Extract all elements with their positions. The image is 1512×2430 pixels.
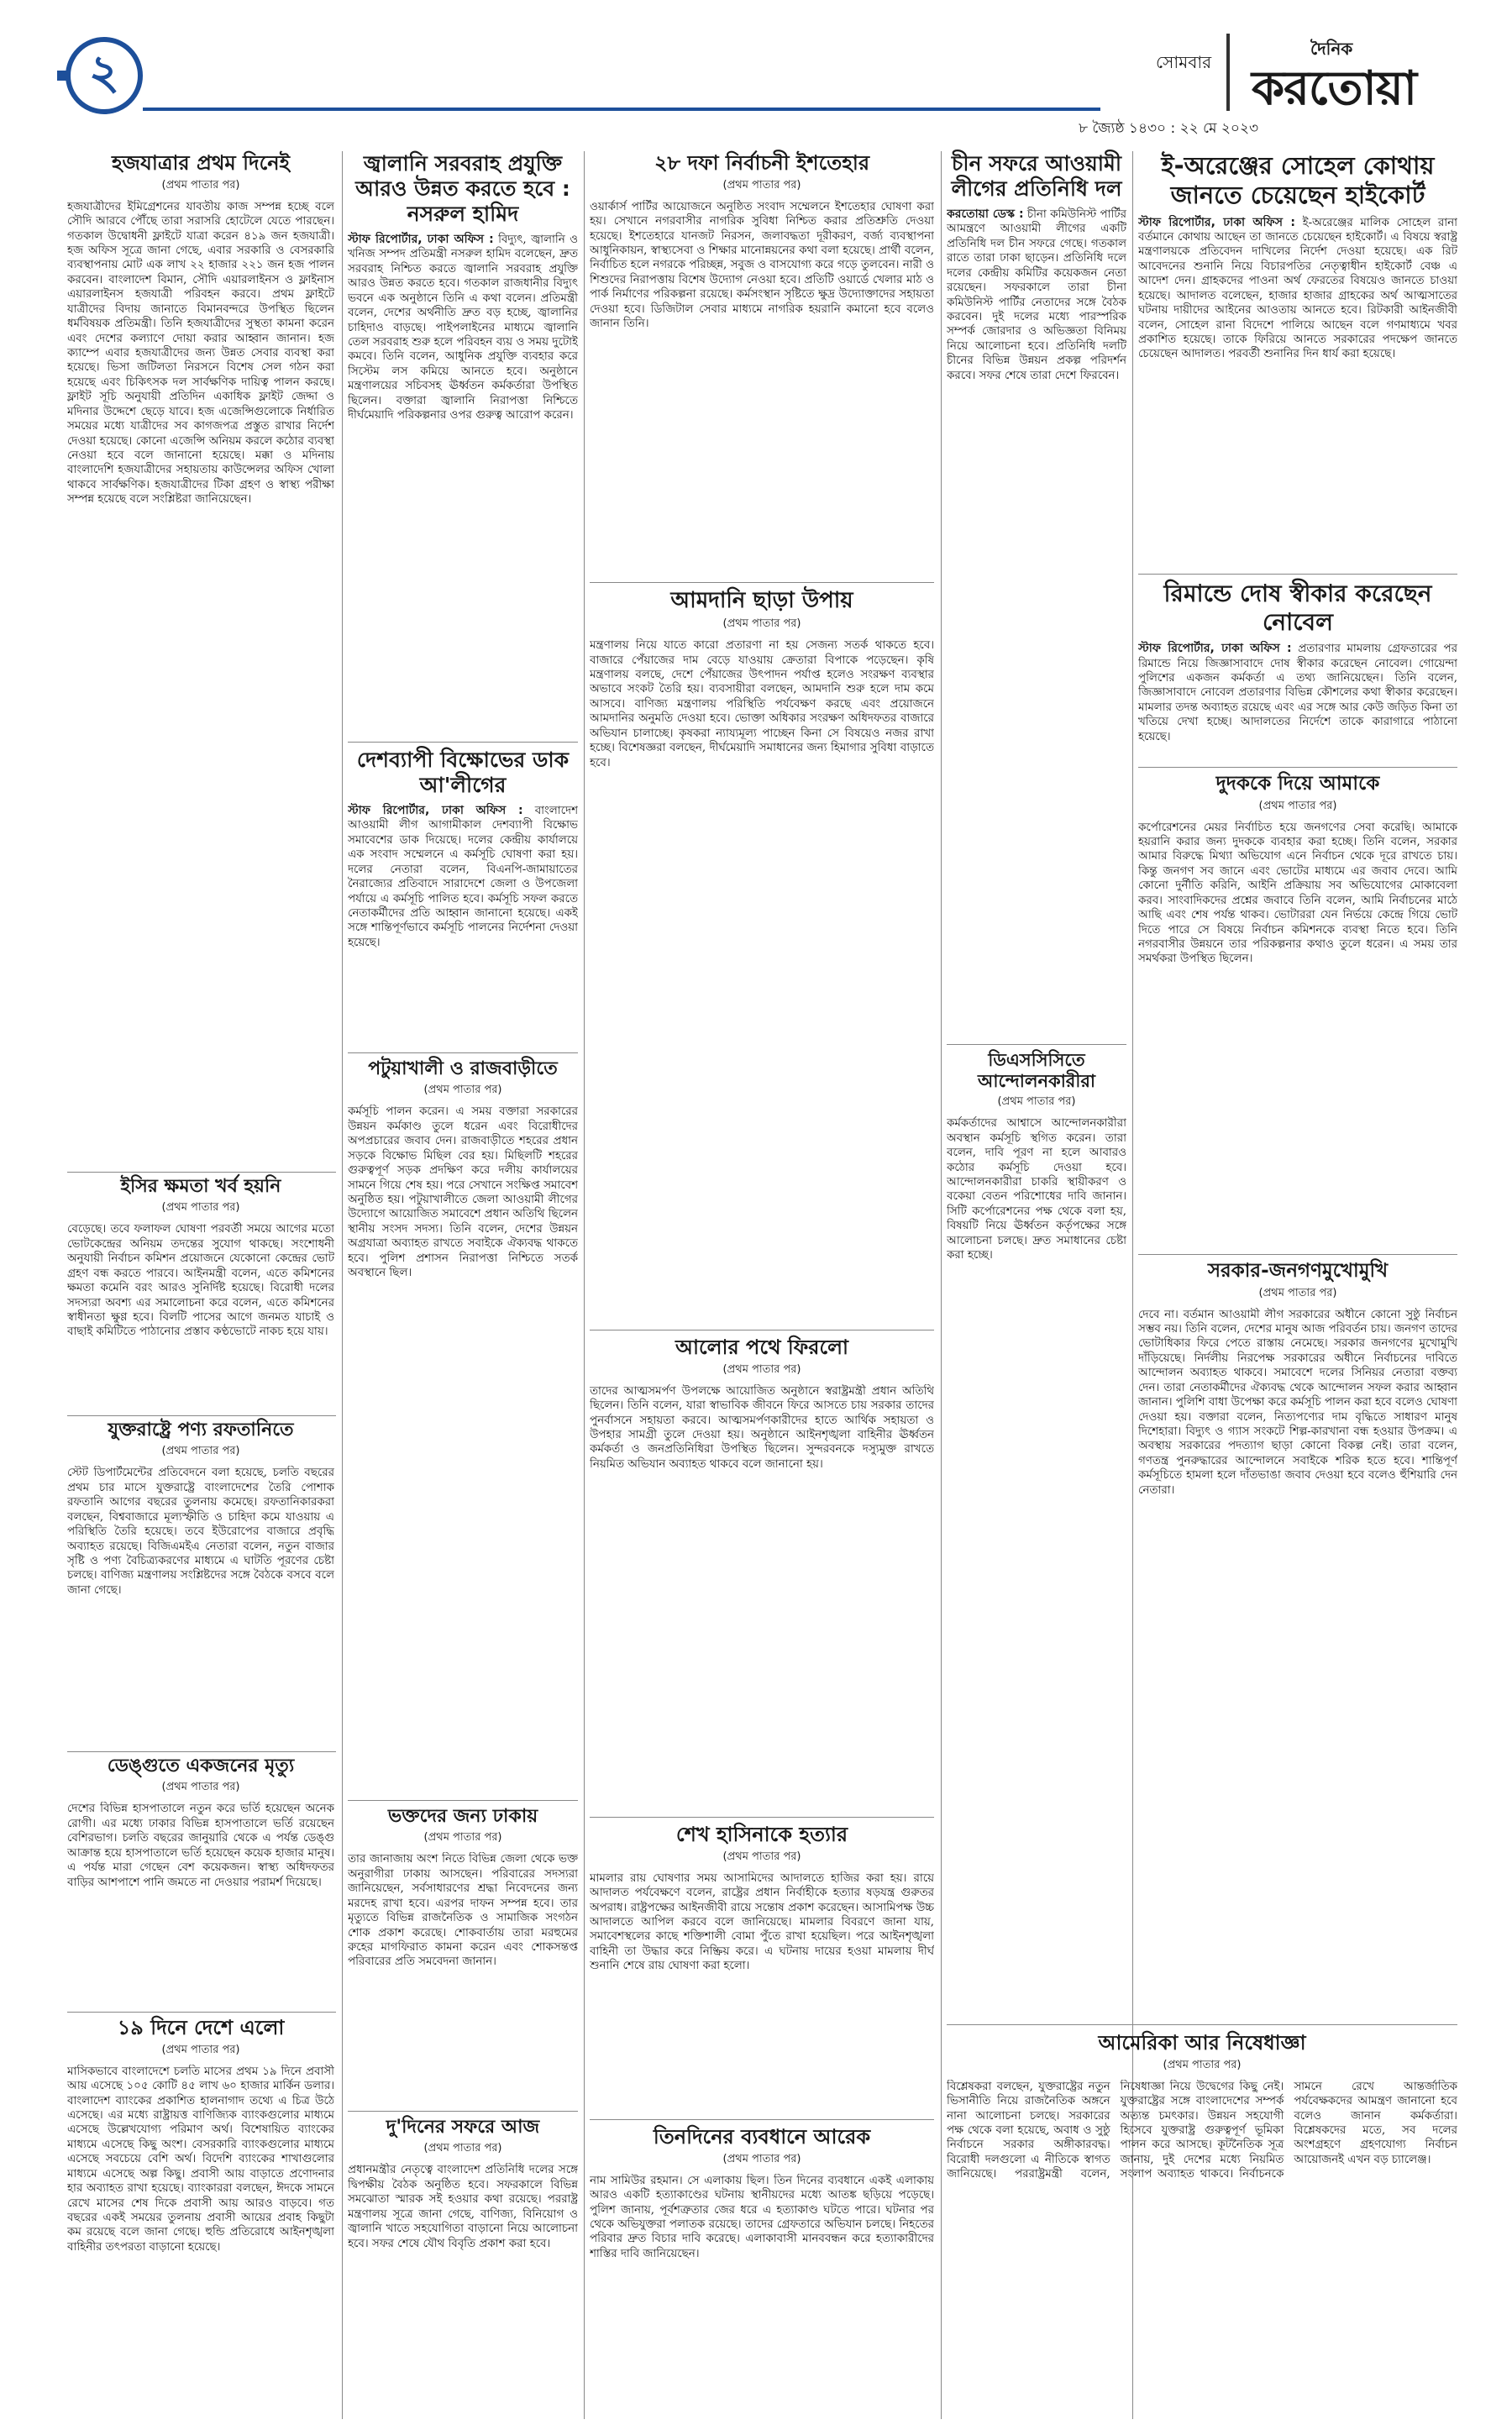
article-headline: ভক্তদের জন্য ঢাকায় — [387, 1806, 538, 1827]
section-rule — [348, 742, 578, 743]
article-body: বাংলাদেশ আওয়ামী লীগ আগামীকাল দেশব্যাপী বিক্ষোভ সমাবেশের ডাক দিয়েছে। দলের কেন্দ্রীয় কার্যালয়ে এক সংবাদ সম্মেলনে এ কর্মসূচি ঘোষণা করা হয়। দলের নেতারা বলেন, বিএনপি-জামায়াতের নৈরাজ্যের প্রতিবাদে সারাদেশে জেলা ও উপজেলা পর্যায়ে এ কর্মসূচি পালিত হবে। কর্মসূচি সফল করতে নেতাকর্মীদের প্রতি আহ্বান জানানো হয়েছে। একই সঙ্গে শান্তিপূর্ণভাবে কর্মসূচি পালনের নির্দেশনা দেওয়া হয়েছে। — [348, 805, 578, 949]
article-body: ওয়ার্কার্স পার্টির আয়োজনে অনুষ্ঠিত সংবাদ সম্মেলনে ইশতেহার ঘোষণা করা হয়। সেখানে নগরবাসীর নাগরিক সুবিধা নিশ্চিত করার প্রতিশ্রুতি দেওয়া হয়েছে। ইশতেহারে যানজট নিরসন, জলাবদ্ধতা দূরীকরণ, বর্জ্য ব্যবস্থাপনা আধুনিকায়ন, স্বাস্থ্যসেবা ও শিক্ষার মানোন্নয়নের কথা বলা হয়েছে। প্রার্থী বলেন, নির্বাচিত হলে নগরকে পরিচ্ছন্ন, সবুজ ও বাসযোগ্য করে গড়ে তুলবেন। নারী ও শিশুদের নিরাপত্তায় বিশেষ উদ্যোগ নেওয়া হবে। প্রতিটি ওয়ার্ডে খেলার মাঠ ও পার্ক নির্মাণের পরিকল্পনা রয়েছে। কর্মসংস্থান সৃষ্টিতে ক্ষুদ্র উদ্যোক্তাদের সহায়তা দেওয়া হবে। ডিজিটাল সেবার মাধ্যমে নাগরিক হয়রানি কমানো হবে বলেও জানান তিনি। — [590, 200, 934, 331]
article-americar — [947, 2031, 1457, 2416]
section-rule — [947, 2024, 1457, 2025]
article-body: হজযাত্রীদের ইমিগ্রেশনের যাবতীয় কাজ সম্পন্ন হচ্ছে বলে সৌদি আরবে পৌঁছে তারা সরাসরি হোটেলে যেতে পারছেন। গতকাল উদ্বোধনী ফ্লাইটে যাত্রা করেন ৪১৯ জন হজযাত্রী। হজ অফিস সূত্রে জানা গেছে, এবার সরকারি ও বেসরকারি ব্যবস্থাপনায় মোট এক লাখ ২২ হাজার ২২১ জন হজ পালন করবেন। বাংলাদেশ বিমান, সৌদি এয়ারলাইনস ও ফ্লাইনাস এয়ারলাইনস হজযাত্রী পরিবহন করবে। প্রথম ফ্লাইটে যাত্রীদের বিদায় জানাতে বিমানবন্দরে উপস্থিত ছিলেন ধর্মবিষয়ক প্রতিমন্ত্রী। তিনি হজযাত্রীদের সুস্থতা কামনা করেন এবং দেশের কল্যাণে দোয়া করার আহ্বান জানান। হজ ক্যাম্পে এবার হজযাত্রীদের জন্য উন্নত সেবার ব্যবস্থা করা হয়েছে। ভিসা জটিলতা নিরসনে বিশেষ সেল গঠন করা হয়েছে এবং চিকিৎসক দল সার্বক্ষণিক দায়িত্ব পালন করছে। ফ্লাইট সূচি অনুযায়ী প্রতিদিন একাধিক ফ্লাইট জেদ্দা ও মদিনার উদ্দেশে ছেড়ে যাবে। হজ এজেন্সিগুলোকে নির্ধারিত সময়ের মধ্যে যাত্রীদের সব কাগজপত্র প্রস্তুত রাখার নির্দেশ দেওয়া হয়েছে। কোনো এজেন্সি অনিয়ম করলে কঠোর ব্যবস্থা নেওয়া হবে বলে জানানো হয়েছে। মক্কা ও মদিনায় বাংলাদেশি হজযাত্রীদের সহায়তায় কাউন্সেলর অফিস খোলা থাকবে সার্বক্ষণিক। হজযাত্রীদের টিকা গ্রহণ ও স্বাস্থ্য পরীক্ষা সম্পন্ন হয়েছে বলে সংশ্লিষ্টরা জানিয়েছেন। — [67, 200, 334, 506]
article-headline: আমেরিকা আর নিষেধাজ্ঞা — [1098, 2031, 1306, 2055]
continuation-note: (প্রথম পাতার পর) — [423, 1084, 502, 1097]
article-remit — [67, 2016, 334, 2401]
article-body: ই-অরেঞ্জের মালিক সোহেল রানা বর্তমানে কোথায় আছেন তা জানতে চেয়েছেন হাইকোর্ট। এ বিষয়ে স্বরাষ্ট্র মন্ত্রণালয়কে প্রতিবেদন দাখিলের নির্দেশ দেওয়া হয়েছে। এক রিট আবেদনের শুনানি নিয়ে বিচারপতির নেতৃত্বাধীন হাইকোর্ট বেঞ্চ এ আদেশ দেন। গ্রাহকদের পাওনা অর্থ ফেরতের বিষয়েও জানতে চাওয়া হয়েছে। আদালত বলেছেন, হাজার হাজার গ্রাহকের অর্থ আত্মসাতের ঘটনায় দায়ীদের আইনের আওতায় আনতে হবে। রিটকারী আইনজীবী বলেন, সোহেল রানা বিদেশে পালিয়ে আছেন বলে গণমাধ্যমে খবর প্রকাশিত হয়েছে। তাকে ফিরিয়ে আনতে সরকারের পদক্ষেপ জানতে চেয়েছেন আদালত। পরবর্তী শুনানির দিন ধার্য করা হয়েছে। — [1138, 216, 1457, 361]
article-body-wrap — [348, 232, 578, 702]
article-headline: চীন সফরে আওয়ামী লীগের প্রতিনিধি দল — [951, 151, 1122, 201]
article-body-wrap — [1138, 641, 1457, 792]
article-body: কর্পোরেশনের মেয়র নির্বাচিত হয়ে জনগণের সেবা করেছি। আমাকে হয়রানি করার জন্য দুদককে ব্যবহার করা হচ্ছে। তিনি বলেন, সরকার আমার বিরুদ্ধে মিথ্যা অভিযোগ এনে নির্বাচন থেকে দূরে রাখতে চায়। কিন্তু জনগণ সব জানে এবং ভোটের মাধ্যমে এর জবাব দেবে। আমি কোনো দুর্নীতি করিনি, আইনি প্রক্রিয়ায় সব অভিযোগের মোকাবেলা করব। সাংবাদিকদের প্রশ্নের জবাবে তিনি বলেন, আমি নির্বাচনের মাঠে আছি এবং শেষ পর্যন্ত থাকব। ভোটাররা যেন নির্ভয়ে কেন্দ্রে গিয়ে ভোট দিতে পারে সে বিষয়ে নির্বাচন কমিশনকে ব্যবস্থা নিতে হবে। তিনি নগরবাসীর উন্নয়নে তার পরিকল্পনার কথাও তুলে ধরেন। এ সময় তার সমর্থকরা উপস্থিত ছিলেন। — [1138, 821, 1457, 966]
article-headline: ইসির ক্ষমতা খর্ব হয়নি — [120, 1176, 281, 1197]
article-headline: ই-অরেঞ্জের সোহেল কোথায় জানতে চেয়েছেন হাইকোর্ট — [1161, 151, 1435, 209]
article-body: মন্ত্রণালয় নিয়ে যাতে কারো প্রতারণা না হয় সেজন্য সতর্ক থাকতে হবে। বাজারে পেঁয়াজের দাম বেড়ে যাওয়ায় ক্রেতারা বিপাকে পড়েছেন। কৃষি মন্ত্রণালয় বলছে, দেশে পেঁয়াজের উৎপাদন পর্যাপ্ত হলেও সংরক্ষণ ব্যবস্থার অভাবে সংকট তৈরি হয়। ব্যবসায়ীরা বলছেন, আমদানি শুরু হলে দাম কমে আসবে। বাণিজ্য মন্ত্রণালয় পরিস্থিতি পর্যবেক্ষণ করছে এবং প্রয়োজনে আমদানির অনুমতি দেওয়া হবে। ভোক্তা অধিকার সংরক্ষণ অধিদফতর বাজারে অভিযান চালাচ্ছে। কৃষকরা ন্যায্যমূল্য পাচ্ছেন কিনা সে বিষয়েও নজর রাখা হচ্ছে। বিশেষজ্ঞরা বলছেন, দীর্ঘমেয়াদি সমাধানের জন্য হিমাগার সুবিধা বাড়াতে হবে। — [590, 639, 934, 769]
article-bhakta — [348, 1806, 578, 2104]
section-rule — [947, 1044, 1126, 1045]
article-body: প্রতারণার মামলায় গ্রেফতারের পর রিমান্ডে নিয়ে জিজ্ঞাসাবাদে দোষ স্বীকার করেছেন নোবেল। গোয়েন্দা পুলিশের একজন কর্মকর্তা এ তথ্য জানিয়েছেন। তিনি বলেন, জিজ্ঞাসাবাদে নোবেল প্রতারণার বিভিন্ন কৌশলের কথা স্বীকার করেছেন। মামলার তদন্ত অব্যাহত রয়েছে এবং এর সঙ্গে আর কেউ জড়িত কিনা তা খতিয়ে দেখা হচ্ছে। আদালতের নির্দেশে তাকে কারাগারে পাঠানো হয়েছে। — [1138, 643, 1457, 743]
column-rule — [584, 151, 585, 2419]
section-rule — [67, 1751, 336, 1752]
continuation-note: (প্রথম পাতার পর) — [161, 1781, 240, 1794]
header-rule — [143, 108, 1100, 111]
article-headline: ডিএসসিসিতে আন্দোলনকারীরা — [977, 1050, 1096, 1092]
article-usa-trade — [67, 1420, 334, 1743]
article-headline: দুদককে দিয়ে আমাকে — [1215, 773, 1380, 795]
section-rule — [67, 1415, 336, 1416]
section-rule — [590, 582, 934, 583]
article-headline: শেখ হাসিনাকে হত্যার — [675, 1823, 848, 1846]
header-day: সোমবার — [1156, 52, 1212, 72]
section-rule — [1138, 574, 1457, 575]
article-byline: স্টাফ রিপোর্টার, ঢাকা অফিস : — [1138, 215, 1295, 229]
article-sarkar — [1138, 1260, 1457, 1778]
article-headline: পটুয়াখালী ও রাজবাড়ীতে — [368, 1058, 558, 1079]
article-tindiner — [590, 2125, 934, 2409]
article-headline: ডেঙ্গুতে একজনের মৃত্যু — [107, 1756, 295, 1777]
article-byline: স্টাফ রিপোর্টার, ঢাকা অফিস : — [348, 804, 523, 817]
article-jalali — [348, 151, 578, 702]
section-rule — [1138, 767, 1457, 768]
article-headline: যুক্তরাষ্ট্রে পণ্য রফতানিতে — [108, 1420, 294, 1441]
article-headline: জ্বালানি সরবরাহ প্রযুক্তি আরও উন্নত করতে হবে : নসরুল হামিদ — [355, 151, 570, 226]
section-rule — [1138, 1254, 1457, 1255]
article-dengue — [67, 1756, 334, 2003]
article-desh — [348, 748, 578, 1055]
article-body: প্রধানমন্ত্রীর নেতৃত্বে বাংলাদেশ প্রতিনিধি দলের সঙ্গে দ্বিপক্ষীয় বৈঠক অনুষ্ঠিত হবে। সফরকালে বিভিন্ন সমঝোতা স্মারক সই হওয়ার কথা রয়েছে। পররাষ্ট্র মন্ত্রণালয় সূত্রে জানা গেছে, বাণিজ্য, বিনিয়োগ ও জ্বালানি খাতে সহযোগিতা বাড়ানো নিয়ে আলোচনা হবে। সফর শেষে যৌথ বিবৃতি প্রকাশ করা হবে। — [348, 2164, 578, 2250]
article-dcc — [947, 1050, 1126, 2032]
section-rule — [67, 1172, 336, 1173]
article-body: তার জানাজায় অংশ নিতে বিভিন্ন জেলা থেকে ভক্ত অনুরাগীরা ঢাকায় আসছেন। পরিবারের সদস্যরা জানিয়েছেন, সর্বসাধারণের শ্রদ্ধা নিবেদনের জন্য মরদেহ রাখা হবে। এরপর দাফন সম্পন্ন হবে। তার মৃত্যুতে বিভিন্ন রাজনৈতিক ও সামাজিক সংগঠন শোক প্রকাশ করেছে। শোকবার্তায় তারা মরহুমের রুহের মাগফিরাত কামনা করেন এবং শোকসন্তপ্ত পরিবারের প্রতি সমবেদনা জানান। — [348, 1853, 578, 1969]
continuation-note: (প্রথম পাতার পর) — [722, 1850, 801, 1863]
article-china — [947, 151, 1126, 963]
article-dudin — [348, 2117, 578, 2406]
article-headline: সরকার-জনগণমুখোমুখি — [1207, 1260, 1389, 1282]
section-rule — [67, 2012, 336, 2013]
article-dofa — [590, 151, 934, 569]
continuation-note: (প্রথম পাতার পর) — [997, 1095, 1076, 1109]
column-rule — [342, 151, 343, 2419]
article-headline: হজযাত্রার প্রথম দিনেই — [111, 151, 291, 175]
article-patua — [348, 1058, 578, 1777]
article-body: কর্মসূচি পালন করেন। এ সময় বক্তারা সরকারের উন্নয়ন কর্মকাণ্ড তুলে ধরেন এবং বিরোধীদের অপপ্রচারের জবাব দেন। রাজবাড়ীতে শহরের প্রধান সড়কে বিক্ষোভ মিছিল বের হয়। মিছিলটি শহরের গুরুত্বপূর্ণ সড়ক প্রদক্ষিণ করে দলীয় কার্যালয়ের সামনে গিয়ে শেষ হয়। পরে সেখানে সংক্ষিপ্ত সমাবেশ অনুষ্ঠিত হয়। পটুয়াখালীতে জেলা আওয়ামী লীগের উদ্যোগে আয়োজিত সমাবেশে প্রধান অতিথি ছিলেন স্থানীয় সংসদ সদস্য। তিনি বলেন, দেশের উন্নয়ন অগ্রযাত্রা অব্যাহত রাখতে সবাইকে ঐক্যবদ্ধ থাকতে হবে। পুলিশ প্রশাসন নিরাপত্তা নিশ্চিতে সতর্ক অবস্থানে ছিল। — [348, 1105, 578, 1280]
article-headline: ২৮ দফা নির্বাচনী ইশতেহার — [654, 151, 870, 175]
article-byline: স্টাফ রিপোর্টার, ঢাকা অফিস : — [1138, 642, 1292, 656]
article-byline: স্টাফ রিপোর্টার, ঢাকা অফিস : — [348, 233, 494, 246]
continuation-note: (প্রথম পাতার পর) — [722, 617, 801, 631]
page-number-badge: ২ — [66, 37, 143, 114]
section-rule — [348, 2111, 578, 2112]
masthead-logo: করতোয়া — [1252, 61, 1416, 116]
continuation-note: (প্রথম পাতার পর) — [423, 1831, 502, 1845]
continuation-note: (প্রথম পাতার পর) — [161, 1201, 240, 1215]
continuation-note: (প্রথম পাতার পর) — [1258, 799, 1337, 812]
article-body: দেশের বিভিন্ন হাসপাতালে নতুন করে ভর্তি হয়েছেন অনেক রোগী। এর মধ্যে ঢাকার বিভিন্ন হাসপাতালে ভর্তি রয়েছেন বেশিরভাগ। চলতি বছরের জানুয়ারি থেকে এ পর্যন্ত ডেঙ্গু আক্রান্ত হয়ে হাসপাতালে ভর্তি হয়েছেন কয়েক হাজার মানুষ। এ পর্যন্ত মারা গেছেন বেশ কয়েকজন। স্বাস্থ্য অধিদফতর বাড়ির আশপাশে পানি জমতে না দেওয়ার পরামর্শ দিয়েছে। — [67, 1803, 334, 1889]
article-alor — [590, 1336, 934, 1821]
article-headline: তিনদিনের ব্যবধানে আরেক — [653, 2125, 871, 2149]
article-byline: করতোয়া ডেস্ক : — [947, 207, 1024, 221]
continuation-note: (প্রথম পাতার পর) — [722, 2152, 801, 2165]
continuation-note: (প্রথম পাতার পর) — [1258, 1286, 1337, 1299]
page-header — [0, 0, 1512, 143]
continuation-note: (প্রথম পাতার পর) — [1163, 2058, 1242, 2071]
article-orange — [1138, 151, 1457, 517]
continuation-note: (প্রথম পাতার পর) — [722, 1362, 801, 1376]
section-rule — [348, 1052, 578, 1053]
continuation-note: (প্রথম পাতার পর) — [161, 1445, 240, 1458]
article-body: কর্মকর্তাদের আশ্বাসে আন্দোলনকারীরা অবস্থান কর্মসূচি স্থগিত করেন। তারা বলেন, দাবি পূরণ না হলে আবারও কঠোর কর্মসূচি দেওয়া হবে। আন্দোলনকারীরা চাকরি স্থায়ীকরণ ও বকেয়া বেতন পরিশোধের দাবি জানান। সিটি কর্পোরেশনের পক্ষ থেকে বলা হয়, বিষয়টি নিয়ে ঊর্ধ্বতন কর্তৃপক্ষের সঙ্গে আলোচনা চলছে। দ্রুত সমাধানের চেষ্টা করা হচ্ছে। — [947, 1117, 1126, 1262]
article-headline: রিমান্ডে দোষ স্বীকার করেছেন নোবেল — [1163, 580, 1432, 636]
section-rule — [590, 2119, 934, 2120]
article-body-wrap — [947, 207, 1126, 963]
article-body: চীনা কমিউনিস্ট পার্টির আমন্ত্রণে আওয়ামী লীগের একটি প্রতিনিধি দল চীন সফরে গেছে। গতকাল রাতে তারা ঢাকা ছাড়েন। প্রতিনিধি দলে দলের কেন্দ্রীয় কমিটির কয়েকজন নেতা রয়েছেন। সফরকালে তারা চীনা কমিউনিস্ট পার্টির নেতাদের সঙ্গে বৈঠক করবেন। দুই দলের মধ্যে পারস্পরিক সম্পর্ক জোরদার ও অভিজ্ঞতা বিনিময় নিয়ে আলোচনা হবে। প্রতিনিধি দলটি চীনের বিভিন্ন উন্নয়ন প্রকল্প পরিদর্শন করবে। সফর শেষে তারা দেশে ফিরবেন। — [947, 208, 1126, 382]
article-body: বেড়েছে। তবে ফলাফল ঘোষণা পরবর্তী সময়ে আগের মতো ভোটকেন্দ্রের অনিয়ম তদন্তের সুযোগ থাকছে। সংশোধনী অনুযায়ী নির্বাচন কমিশন প্রয়োজনে যেকোনো কেন্দ্রের ভোট গ্রহণ বন্ধ করতে পারবে। আইনমন্ত্রী বলেন, এতে কমিশনের ক্ষমতা কমেনি বরং আরও সুনির্দিষ্ট হয়েছে। বিরোধী দলের সদস্যরা অবশ্য এর সমালোচনা করে বলেন, এতে কমিশনের স্বাধীনতা ক্ষুণ্ণ হবে। বিলটি পাসের আগে জনমত যাচাই ও বাছাই কমিটিতে পাঠানোর প্রস্তাব কণ্ঠভোটে নাকচ হয়ে যায়। — [67, 1223, 334, 1339]
article-sheikh — [590, 1823, 934, 2123]
article-dudok — [1138, 773, 1457, 1249]
continuation-note: (প্রথম পাতার পর) — [161, 2043, 240, 2056]
article-body: মামলার রায় ঘোষণার সময় আসামিদের আদালতে হাজির করা হয়। রায়ে আদালত পর্যবেক্ষণে বলেন, রাষ্ট্রের প্রধান নির্বাহীকে হত্যার ষড়যন্ত্র গুরুতর অপরাধ। রাষ্ট্রপক্ষের আইনজীবী রায়ে সন্তোষ প্রকাশ করেছেন। আসামিপক্ষ উচ্চ আদালতে আপিল করবে বলে জানিয়েছে। মামলার বিবরণে জানা যায়, সমাবেশস্থলের কাছে শক্তিশালী বোমা পুঁতে রাখা হয়েছিল। পরে আইনশৃঙ্খলা বাহিনী তা উদ্ধার করে নিষ্ক্রিয় করে। এ ঘটনায় দায়ের হওয়া মামলায় দীর্ঘ শুনানি শেষে রায় ঘোষণা করা হলো। — [590, 1871, 934, 1973]
article-headline: দু'দিনের সফরে আজ — [386, 2117, 540, 2138]
article-hajj — [67, 151, 334, 1191]
article-headline: আলোর পথে ফিরলো — [675, 1336, 848, 1359]
article-body-wrap — [1138, 215, 1457, 517]
continuation-note: (প্রথম পাতার পর) — [423, 2142, 502, 2155]
article-body: দেবে না। বর্তমান আওয়ামী লীগ সরকারের অধীনে কোনো সুষ্ঠু নির্বাচন সম্ভব নয়। তিনি বলেন, দেশের মানুষ আজ পরিবর্তন চায়। জনগণ তাদের ভোটাধিকার ফিরে পেতে রাস্তায় নেমেছে। সরকার জনগণের মুখোমুখি দাঁড়িয়েছে। নির্দলীয় নিরপেক্ষ সরকারের অধীনে নির্বাচনের দাবিতে আন্দোলন অব্যাহত থাকবে। সমাবেশে দলের সিনিয়র নেতারা বক্তব্য দেন। তারা নেতাকর্মীদের ঐক্যবদ্ধ থেকে আন্দোলন সফল করার আহ্বান জানান। পুলিশি বাধা উপেক্ষা করে কর্মসূচি পালন করা হবে বলেও ঘোষণা দেওয়া হয়। বক্তারা বলেন, নিত্যপণ্যের দাম বৃদ্ধিতে সাধারণ মানুষ দিশেহারা। বিদ্যুৎ ও গ্যাস সংকটে শিল্প-কারখানা বন্ধ হওয়ার উপক্রম। এ অবস্থায় সরকারের পদত্যাগ ছাড়া কোনো বিকল্প নেই। তারা বলেন, গণতন্ত্র পুনরুদ্ধারের আন্দোলনে সবাইকে শরিক হতে হবে। শান্তিপূর্ণ কর্মসূচিতে হামলা হলে দাঁতভাঙা জবাব দেওয়া হবে বলেও হুঁশিয়ারি দেন নেতারা। — [1138, 1308, 1457, 1497]
masthead-small: দৈনিক — [1310, 39, 1353, 59]
article-body: স্টেট ডিপার্টমেন্টের প্রতিবেদনে বলা হয়েছে, চলতি বছরের প্রথম চার মাসে যুক্তরাষ্ট্রে বাংলাদেশের তৈরি পোশাক রফতানি আগের বছরের তুলনায় কমেছে। রফতানিকারকরা বলছেন, বিশ্ববাজারে মূল্যস্ফীতি ও চাহিদা কমে যাওয়ায় এ পরিস্থিতি তৈরি হয়েছে। তবে ইউরোপের বাজারে প্রবৃদ্ধি অব্যাহত রয়েছে। বিজিএমইএ নেতারা বলেন, নতুন বাজার সৃষ্টি ও পণ্য বৈচিত্র্যকরণের মাধ্যমে এ ঘাটতি পূরণের চেষ্টা চলছে। বাণিজ্য মন্ত্রণালয় সংশ্লিষ্টদের সঙ্গে বৈঠকে বসবে বলে জানা গেছে। — [67, 1467, 334, 1597]
article-headline: আমদানি ছাড়া উপায় — [670, 588, 853, 613]
article-amdani — [590, 588, 934, 1327]
article-body: বিশ্লেষকরা বলছেন, যুক্তরাষ্ট্রের নতুন ভিসানীতি নিয়ে রাজনৈতিক অঙ্গনে নানা আলোচনা চলছে। সরকারের পক্ষ থেকে বলা হয়েছে, অবাধ ও সুষ্ঠু নির্বাচনে সরকার অঙ্গীকারবদ্ধ। বিরোধী দলগুলো এ নীতিকে স্বাগত জানিয়েছে। পররাষ্ট্রমন্ত্রী বলেন, নিষেধাজ্ঞা নিয়ে উদ্বেগের কিছু নেই। যুক্তরাষ্ট্রের সঙ্গে বাংলাদেশের সম্পর্ক অত্যন্ত চমৎকার। উন্নয়ন সহযোগী হিসেবে যুক্তরাষ্ট্র গুরুত্বপূর্ণ ভূমিকা পালন করে আসছে। কূটনৈতিক সূত্র জানায়, দুই দেশের মধ্যে নিয়মিত সংলাপ অব্যাহত থাকবে। নির্বাচনকে সামনে রেখে আন্তর্জাতিক পর্যবেক্ষকদের আমন্ত্রণ জানানো হবে বলেও জানান কর্মকর্তারা। বিশ্লেষকদের মতে, সব দলের অংশগ্রহণে গ্রহণযোগ্য নির্বাচন আয়োজনই এখন বড় চ্যালেঞ্জ। — [947, 2080, 1457, 2181]
article-headline: দেশব্যাপী বিক্ষোভের ডাক আ'লীগের — [356, 748, 570, 797]
article-body: বিদ্যুৎ, জ্বালানি ও খনিজ সম্পদ প্রতিমন্ত্রী নসরুল হামিদ বলেছেন, দ্রুত সরবরাহ নিশ্চিত করতে জ্বালানি সরবরাহ প্রযুক্তি আরও উন্নত করতে হবে। গতকাল রাজধানীর বিদ্যুৎ ভবনে এক অনুষ্ঠানে তিনি এ কথা বলেন। প্রতিমন্ত্রী বলেন, দেশের অর্থনীতি দ্রুত বড় হচ্ছে, জ্বালানির চাহিদাও বাড়ছে। পাইপলাইনের মাধ্যমে জ্বালানি তেল সরবরাহ শুরু হলে পরিবহন ব্যয় ও সময় দুটোই কমবে। তিনি বলেন, আধুনিক প্রযুক্তি ব্যবহার করে সিস্টেম লস কমিয়ে আনতে হবে। অনুষ্ঠানে মন্ত্রণালয়ের সচিবসহ ঊর্ধ্বতন কর্মকর্তারা উপস্থিত ছিলেন। বক্তারা জ্বালানি নিরাপত্তা নিশ্চিতে দীর্ঘমেয়াদি পরিকল্পনার ওপর গুরুত্ব আরোপ করেন। — [348, 234, 578, 422]
article-headline: ১৯ দিনে দেশে এলো — [117, 2016, 285, 2039]
continuation-note: (প্রথম পাতার পর) — [161, 178, 240, 192]
column-rule — [941, 151, 942, 2419]
article-body: মাসিকভাবে বাংলাদেশে চলতি মাসের প্রথম ১৯ দিনে প্রবাসী আয় এসেছে ১০৫ কোটি ৪৫ লাখ ৬০ হাজার মার্কিন ডলার। বাংলাদেশ ব্যাংকের প্রকাশিত হালনাগাদ তথ্যে এ চিত্র উঠে এসেছে। এর মধ্যে রাষ্ট্রায়ত্ত বাণিজ্যিক ব্যাংকগুলোর মাধ্যমে এসেছে উল্লেখযোগ্য পরিমাণ অর্থ। বিশেষায়িত ব্যাংকের মাধ্যমে এসেছে কিছু অংশ। বেসরকারি ব্যাংকগুলোর মাধ্যমে এসেছে সবচেয়ে বেশি অর্থ। বিদেশি ব্যাংকের শাখাগুলোর মাধ্যমে এসেছে অল্প কিছু। প্রবাসী আয় বাড়াতে প্রণোদনার হার অব্যাহত রাখা হয়েছে। ব্যাংকাররা বলছেন, ঈদকে সামনে রেখে মাসের শেষ দিকে প্রবাসী আয় আরও বাড়বে। গত বছরের একই সময়ের তুলনায় প্রবাসী আয়ের প্রবাহ কিছুটা কম রয়েছে বলে জানা গেছে। হুন্ডি প্রতিরোধে আইনশৃঙ্খলা বাহিনীর তৎপরতা বাড়ানো হয়েছে। — [67, 2065, 334, 2254]
section-rule — [590, 1817, 934, 1818]
continuation-note: (প্রথম পাতার পর) — [722, 178, 801, 192]
section-rule — [348, 1800, 578, 1801]
article-body-wrap — [348, 803, 578, 1055]
article-ishi — [67, 1176, 334, 1407]
article-remand — [1138, 580, 1457, 792]
article-body: তাদের আত্মসমর্পণ উপলক্ষে আয়োজিত অনুষ্ঠানে স্বরাষ্ট্রমন্ত্রী প্রধান অতিথি ছিলেন। তিনি বলেন, যারা স্বাভাবিক জীবনে ফিরে আসতে চায় সরকার তাদের পুনর্বাসনে সহায়তা করবে। আত্মসমর্পণকারীদের হাতে আর্থিক সহায়তা ও উপহার সামগ্রী তুলে দেওয়া হয়। অনুষ্ঠানে আইনশৃঙ্খলা বাহিনীর ঊর্ধ্বতন কর্মকর্তা ও জনপ্রতিনিধিরা উপস্থিত ছিলেন। সুন্দরবনকে দস্যুমুক্ত রাখতে নিয়মিত অভিযান অব্যাহত থাকবে বলে জানানো হয়। — [590, 1384, 934, 1471]
header-date: ৮ জ্যৈষ্ঠ ১৪৩০ : ২২ মে ২০২৩ — [1079, 120, 1259, 137]
article-body: নাম সামিউর রহমান। সে এলাকায় ছিল। তিন দিনের ব্যবধানে একই এলাকায় আরও একটি হত্যাকাণ্ডের ঘটনায় স্থানীয়দের মধ্যে আতঙ্ক ছড়িয়ে পড়েছে। পুলিশ জানায়, পূর্বশত্রুতার জের ধরে এ হত্যাকাণ্ড ঘটতে পারে। ঘটনার পর থেকে অভিযুক্তরা পলাতক রয়েছে। তাদের গ্রেফতারে অভিযান চলছে। নিহতের পরিবার দ্রুত বিচার দাবি করেছে। এলাকাবাসী মানববন্ধন করে হত্যাকারীদের শাস্তির দাবি জানিয়েছেন। — [590, 2174, 934, 2260]
